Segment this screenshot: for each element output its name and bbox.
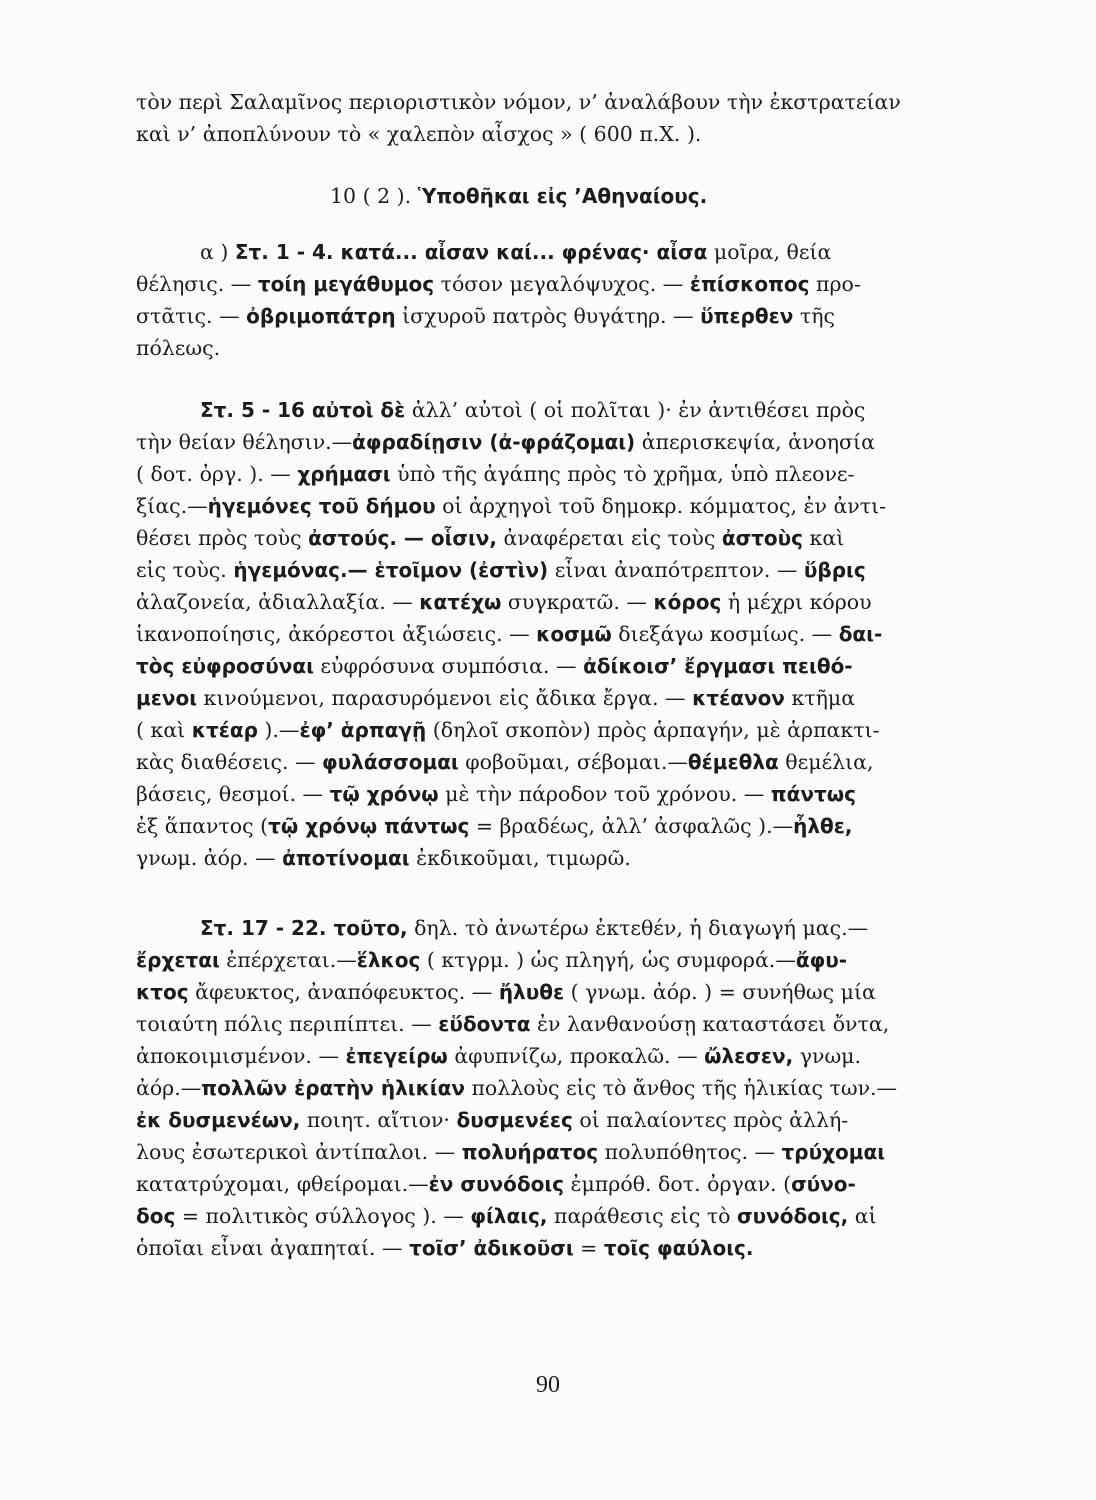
gloss-text: οἱ ἀρχηγοὶ τοῦ δημοκρ. κόμματος, ἐν ἀντι-	[435, 494, 887, 518]
headword: τῷ χρόνῳ	[329, 782, 439, 806]
text-line	[136, 586, 1008, 618]
headword: τῷ χρόνῳ πάντως	[268, 814, 470, 838]
gloss-text: εὐφρόσυνα συμπόσια. —	[313, 654, 584, 678]
headword: ἡγεμόνας.— ἑτοῖμον (ἐστὶν)	[233, 558, 549, 582]
gloss-text: τὸν περὶ Σαλαμῖνος περιοριστικὸν νόμον, ν’ ἀναλάβουν τὴν ἐκστρατείαν	[136, 90, 901, 114]
headword: εὕδοντα	[438, 1012, 531, 1036]
headword: κατέχω	[419, 590, 502, 614]
text-line	[136, 1200, 1008, 1232]
gloss-text: γνωμ. ἀόρ. —	[136, 846, 283, 870]
headword: φίλαις,	[470, 1204, 548, 1228]
text-line	[136, 714, 1008, 746]
text-line	[136, 300, 1008, 332]
headword: ἐφ’ ἁρπαγῇ	[299, 718, 427, 742]
page-body-text	[136, 86, 1008, 1264]
gloss-text: ἐξ ἅπαντος (	[136, 814, 269, 838]
text-line	[136, 618, 1008, 650]
text-line	[136, 650, 1008, 682]
gloss-text: πολλοὺς εἰς τὸ ἄνθος τῆς ἡλικίας των.—	[464, 1076, 898, 1100]
gloss-text: στᾶτις. —	[136, 304, 247, 328]
gloss-text: αἱ	[848, 1204, 877, 1228]
headword: ἀφραδίῃσιν (ἀ-φράζομαι)	[352, 430, 636, 454]
gloss-text: πόλεως.	[136, 336, 221, 360]
gloss-text: πολυπόθητος. —	[598, 1140, 782, 1164]
headword: ἐν συνόδοις	[428, 1172, 564, 1196]
headword: χρήμασι	[297, 462, 391, 486]
gloss-text: ( καὶ	[136, 718, 192, 742]
text-line	[136, 1040, 1008, 1072]
gloss-text: (δηλοῖ σκοπὸν) πρὸς ἁρπαγήν, μὲ ἁρπακτι-	[426, 718, 880, 742]
gloss-text: κινούμενοι, παρασυρόμενοι εἰς ἄδικα ἔργα. —	[197, 686, 693, 710]
page-number: 90	[536, 1372, 560, 1398]
text-line	[136, 522, 1008, 554]
headword: ἀδίκοισ’ ἔργμασι πειθό-	[583, 654, 853, 678]
headword: τοῖσ’ ἀδικοῦσι	[409, 1236, 574, 1260]
text-line	[136, 746, 1008, 778]
headword: συνόδοις,	[737, 1204, 849, 1228]
gloss-text: μοῖρα, θεία	[707, 240, 832, 264]
gloss-text: ( κτγρμ. ) ὡς πληγή, ὡς συμφορά.—	[420, 948, 796, 972]
text-line	[136, 236, 1008, 268]
text-line	[136, 778, 1008, 810]
text-line	[136, 810, 1008, 842]
gloss-text: ἀφυπνίζω, προκαλῶ. —	[447, 1044, 705, 1068]
headword: δαι-	[838, 622, 883, 646]
gloss-text: τόσον μεγαλόψυχος. —	[434, 272, 690, 296]
gloss-text: ).—	[257, 718, 300, 742]
gloss-text: τὴν θείαν θέλησιν.—	[136, 430, 353, 454]
text-line	[136, 490, 1008, 522]
headword: τοίη μεγάθυμος	[257, 272, 435, 296]
headword: κοσμῶ	[536, 622, 612, 646]
gloss-text: θεμέλια,	[778, 750, 874, 774]
gloss-text: βάσεις, θεσμοί. —	[136, 782, 330, 806]
text-line	[136, 944, 1008, 976]
text-line	[136, 1104, 1008, 1136]
headword: Στ. 1 - 4. κατά... αἶσαν καί... φρένας· αἶσα	[234, 240, 708, 264]
headword: κόρος	[653, 590, 722, 614]
headword: ἄφυ-	[795, 948, 848, 972]
gloss-text: ἐπέρχεται.—	[219, 948, 357, 972]
headword: ἐκ δυσμενέων,	[136, 1108, 301, 1132]
gloss-text: γνωμ.	[793, 1044, 862, 1068]
gloss-text: ἡ μέχρι κόρου	[721, 590, 872, 614]
headword: πολυήρατος	[461, 1140, 599, 1164]
gloss-text: ( γνωμ. ἀόρ. ) = συνήθως μία	[564, 980, 876, 1004]
gloss-text: τῆς	[793, 304, 835, 328]
gloss-text: φοβοῦμαι, σέβομαι.—	[458, 750, 688, 774]
text-line	[136, 976, 1008, 1008]
gloss-text: κὰς διαθέσεις. —	[136, 750, 323, 774]
headword: ἐπίσκοπος	[689, 272, 810, 296]
headword: Ὑποθῆκαι εἰς ’Αθηναίους.	[417, 184, 708, 208]
text-line	[136, 332, 1008, 364]
gloss-text: ἀόρ.—	[136, 1076, 202, 1100]
headword: τοῖς φαύλοις.	[603, 1236, 754, 1260]
gloss-text: οἱ παλαίοντες πρὸς ἀλλή-	[572, 1108, 849, 1132]
text-line	[136, 842, 1008, 874]
headword: σύνο-	[791, 1172, 856, 1196]
headword: ἦλθε,	[793, 814, 853, 838]
text-line	[136, 458, 1008, 490]
gloss-text: ἱκανοποίησις, ἀκόρεστοι ἀξιώσεις. —	[136, 622, 537, 646]
gloss-text: ἄφευκτος, ἀναπόφευκτος. —	[188, 980, 499, 1004]
text-line	[136, 86, 1008, 118]
headword: κτος	[136, 980, 189, 1004]
gloss-text: ὑπὸ τῆς ἀγάπης πρὸς τὸ χρῆμα, ὑπὸ πλεονε-	[390, 462, 855, 486]
text-line	[136, 912, 1008, 944]
headword: δος	[136, 1204, 176, 1228]
headword: ὤλεσεν,	[704, 1044, 794, 1068]
gloss-text: ἀναφέρεται εἰς τοὺς	[496, 526, 722, 550]
headword: πολλῶν ἐρατὴν ἡλικίαν	[201, 1076, 465, 1100]
gloss-text: καὶ	[803, 526, 845, 550]
gloss-text: ἐμπρόθ. δοτ. ὀργαν. (	[563, 1172, 792, 1196]
headword: Στ. 5 - 16 αὐτοὶ δὲ	[200, 398, 406, 422]
gloss-text: κατατρύχομαι, φθείρομαι.—	[136, 1172, 429, 1196]
text-line	[136, 1008, 1008, 1040]
headword: φυλάσσομαι	[322, 750, 459, 774]
text-line	[136, 554, 1008, 586]
headword: πάντως	[770, 782, 856, 806]
text-line	[136, 682, 1008, 714]
gloss-text: κτῆμα	[784, 686, 856, 710]
headword: τρύχομαι	[781, 1140, 886, 1164]
headword: ἤλυθε	[498, 980, 565, 1004]
headword: ὕπερθεν	[700, 304, 794, 328]
headword: θέμεθλα	[687, 750, 779, 774]
gloss-text: ἀποκοιμισμένον. —	[136, 1044, 346, 1068]
gloss-text: ἀλλ’ αὐτοὶ ( οἱ πολῖται )· ἐν ἀντιθέσει πρὸς	[405, 398, 866, 422]
headword: ἡγεμόνες τοῦ δήμου	[207, 494, 436, 518]
gloss-text: διεξάγω κοσμίως. —	[611, 622, 839, 646]
text-line	[136, 1136, 1008, 1168]
gloss-text: εἶναι ἀναπότρεπτον. —	[548, 558, 804, 582]
headword: μενοι	[136, 686, 198, 710]
text-line	[136, 394, 1008, 426]
headword: τὸς εὐφροσύναι	[136, 654, 314, 678]
gloss-text: παράθεσις εἰς τὸ	[547, 1204, 738, 1228]
gloss-text: θέλησις. —	[136, 272, 258, 296]
gloss-text: = πολιτικὸς σύλλογος ). —	[175, 1204, 471, 1228]
gloss-text: προ-	[809, 272, 861, 296]
gloss-text: ἰσχυροῦ πατρὸς θυγάτηρ. —	[395, 304, 701, 328]
gloss-text: θέσει πρὸς τοὺς	[136, 526, 309, 550]
gloss-text: ποιητ. αἴτιον·	[300, 1108, 457, 1132]
headword: Στ. 17 - 22. τοῦτο,	[200, 916, 408, 940]
text-line	[136, 268, 1008, 300]
gloss-text: α )	[200, 240, 235, 264]
headword: ἕλκος	[356, 948, 421, 972]
gloss-text: ἐκδικοῦμαι, τιμωρῶ.	[409, 846, 631, 870]
gloss-text: εἰς τοὺς.	[136, 558, 234, 582]
text-line	[136, 426, 1008, 458]
gloss-text: ἐν λανθανούσῃ καταστάσει ὄντα,	[530, 1012, 890, 1036]
gloss-text: =	[573, 1236, 604, 1260]
gloss-text: ὁποῖαι εἶναι ἀγαπηταί. —	[136, 1236, 410, 1260]
text-line	[136, 180, 1008, 212]
text-line	[136, 118, 1008, 150]
headword: δυσμενέες	[456, 1108, 573, 1132]
text-line	[136, 1168, 1008, 1200]
gloss-text: = βραδέως, ἀλλ’ ἀσφαλῶς ).—	[469, 814, 794, 838]
gloss-text: ( δοτ. ὀργ. ). —	[136, 462, 298, 486]
text-line	[136, 1072, 1008, 1104]
gloss-text: λους ἐσωτερικοὶ ἀντίπαλοι. —	[136, 1140, 462, 1164]
text-line	[136, 1232, 1008, 1264]
headword: ὕβρις	[803, 558, 866, 582]
gloss-text: μὲ τὴν πάροδον τοῦ χρόνου. —	[438, 782, 771, 806]
gloss-text: ξίας.—	[136, 494, 208, 518]
gloss-text: δηλ. τὸ ἀνωτέρω ἐκτεθέν, ἡ διαγωγή μας.—	[407, 916, 869, 940]
headword: ἀστοὺς	[721, 526, 804, 550]
headword: ἀποτίνομαι	[282, 846, 410, 870]
headword: κτέανον	[692, 686, 785, 710]
headword: ὀβριμοπάτρη	[246, 304, 396, 328]
gloss-text: ἀλαζονεία, ἀδιαλλαξία. —	[136, 590, 420, 614]
gloss-text: ἀπερισκεψία, ἀνοησία	[635, 430, 875, 454]
gloss-text: τοιαύτη πόλις περιπίπτει. —	[136, 1012, 439, 1036]
headword: ἀστούς. — οἷσιν,	[308, 526, 497, 550]
headword: κτέαρ	[191, 718, 258, 742]
gloss-text: καὶ ν’ ἀποπλύνουν τὸ « χαλεπὸν αἶσχος » ( 600 π.Χ. ).	[136, 122, 702, 146]
gloss-text: συγκρατῶ. —	[501, 590, 654, 614]
headword: ἐπεγείρω	[345, 1044, 448, 1068]
headword: ἔρχεται	[136, 948, 220, 972]
gloss-text: 10 ( 2 ).	[330, 184, 418, 208]
